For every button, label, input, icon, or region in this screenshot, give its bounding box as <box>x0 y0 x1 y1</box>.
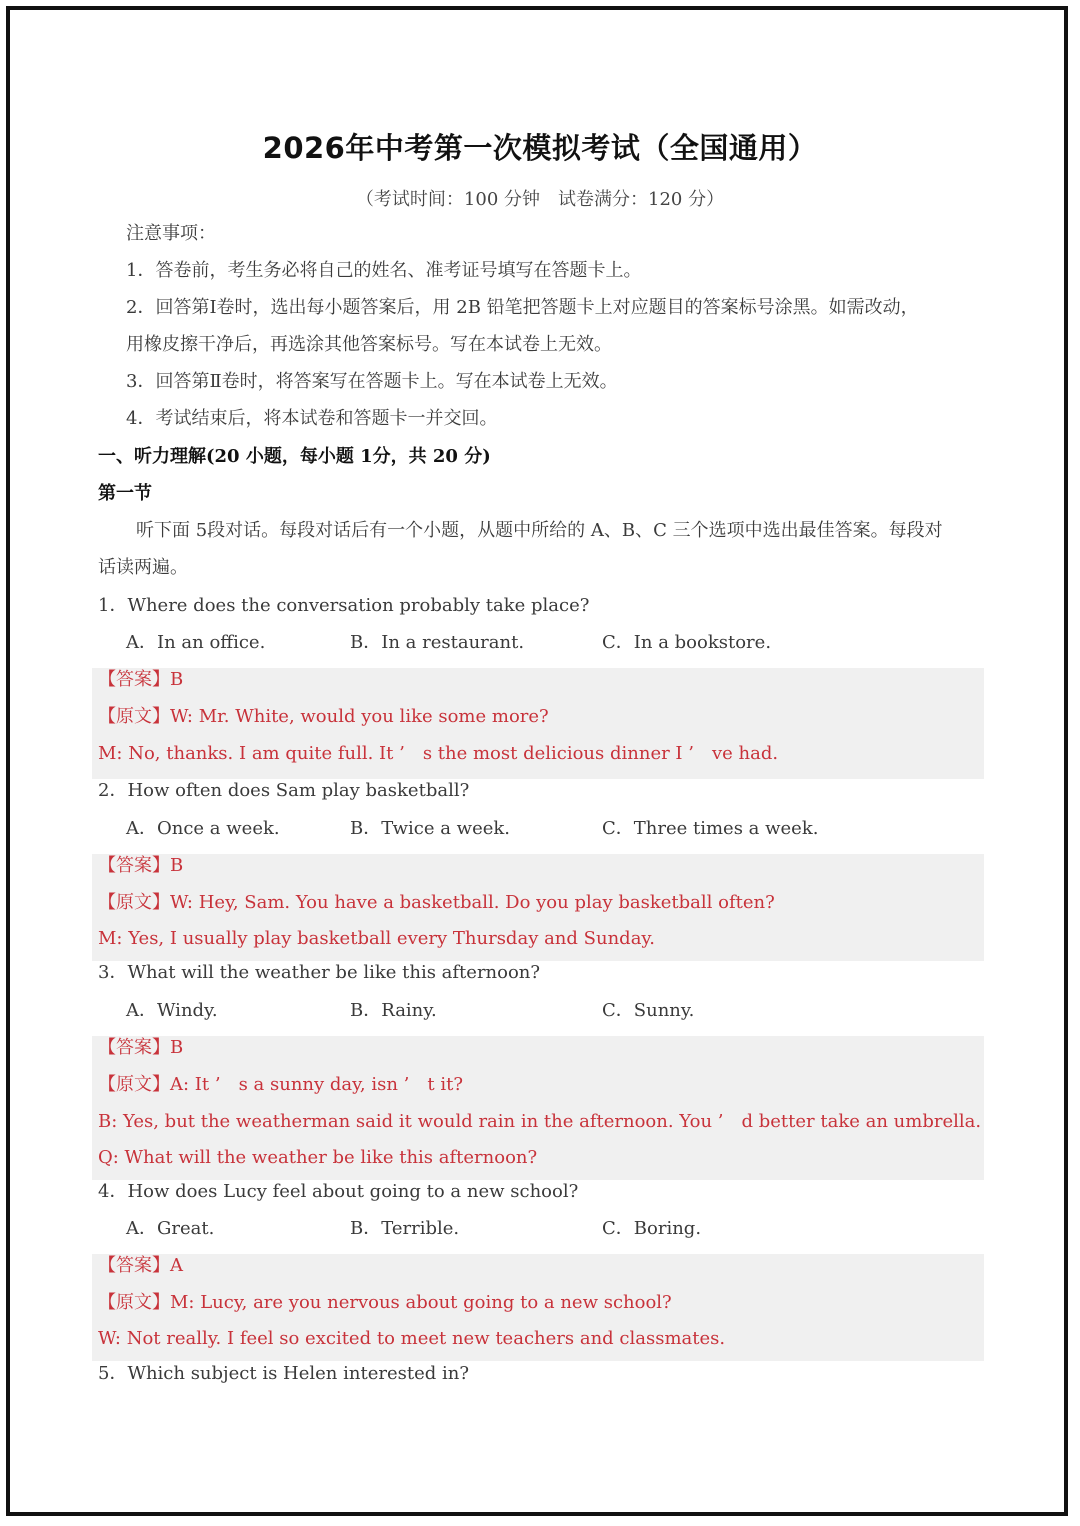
question-2-script-line-1: 【原文】W: Hey, Sam. You have a basketball. Do you play basketball often? <box>98 892 775 913</box>
question-1-answer: 【答案】B <box>98 669 184 690</box>
question-4-script-line-2: W: Not really. I feel so excited to meet new teachers and classmates. <box>98 1328 726 1349</box>
question-3-script-line-3: Q: What will the weather be like this afternoon? <box>98 1147 538 1168</box>
question-3-script-line-1: 【原文】A: It ’ s a sunny day, isn ’ t it? <box>98 1074 463 1095</box>
note-item-1: 1．答卷前，考生务必将自己的姓名、准考证号填写在答题卡上。 <box>126 260 642 281</box>
question-4-option-a: A．Great. <box>126 1218 215 1239</box>
question-2-answer: 【答案】B <box>98 855 184 876</box>
question-4-option-c: C．Boring. <box>602 1218 702 1239</box>
notes-heading: 注意事项： <box>126 223 216 244</box>
note-item-2-line-1: 2．回答第Ⅰ卷时，选出每小题答案后，用 2B 铅笔把答题卡上对应题目的答案标号涂黑。如需改动， <box>126 297 919 318</box>
question-2: 2．How often does Sam play basketball? <box>98 780 470 801</box>
question-3: 3．What will the weather be like this afternoon? <box>98 962 541 983</box>
question-3-answer: 【答案】B <box>98 1037 184 1058</box>
question-2-script-line-2: M: Yes, I usually play basketball every Thursday and Sunday. <box>98 928 655 949</box>
question-2-option-a: A．Once a week. <box>126 818 280 839</box>
question-1-script-line-2: M: No, thanks. I am quite full. It ’ s the most delicious dinner I ’ ve had. <box>98 743 779 764</box>
question-1-script-line-1: 【原文】W: Mr. White, would you like some more? <box>98 706 549 727</box>
note-item-2-line-2: 用橡皮擦干净后，再选涂其他答案标号。写在本试卷上无效。 <box>126 334 612 355</box>
question-4: 4．How does Lucy feel about going to a new school? <box>98 1181 579 1202</box>
question-1-option-a: A．In an office. <box>126 632 266 653</box>
section-instruction-line-2: 话读两遍。 <box>98 557 188 578</box>
question-4-script-line-1: 【原文】M: Lucy, are you nervous about going to a new school? <box>98 1292 672 1313</box>
question-1: 1．Where does the conversation probably take place? <box>98 595 590 616</box>
section-heading: 一、听力理解(20 小题，每小题 1分，共 20 分) <box>98 446 491 467</box>
question-1-option-c: C．In a bookstore. <box>602 632 772 653</box>
question-3-option-a: A．Windy. <box>126 1000 218 1021</box>
exam-title: 2026年中考第一次模拟考试（全国通用） <box>262 131 818 165</box>
question-1-option-b: B．In a restaurant. <box>350 632 525 653</box>
question-3-script-line-2: B: Yes, but the weatherman said it would rain in the afternoon. You ’ d better take an umbrella. <box>98 1111 982 1132</box>
note-item-3: 3．回答第Ⅱ卷时，将答案写在答题卡上。写在本试卷上无效。 <box>126 371 618 392</box>
question-4-option-b: B．Terrible. <box>350 1218 460 1239</box>
question-2-option-c: C．Three times a week. <box>602 818 819 839</box>
question-5: 5．Which subject is Helen interested in? <box>98 1363 469 1384</box>
note-item-4: 4．考试结束后，将本试卷和答题卡一并交回。 <box>126 408 498 429</box>
exam-subtitle: （考试时间：100 分钟 试卷满分：120 分） <box>355 189 725 210</box>
section-part: 第一节 <box>98 483 152 504</box>
question-3-option-b: B．Rainy. <box>350 1000 437 1021</box>
question-4-answer: 【答案】A <box>98 1255 183 1276</box>
question-2-option-b: B．Twice a week. <box>350 818 511 839</box>
section-instruction-line-1: 听下面 5段对话。每段对话后有一个小题，从题中所给的 A、B、C 三个选项中选出最佳答案。每段对 <box>136 520 943 541</box>
question-3-option-c: C．Sunny. <box>602 1000 695 1021</box>
